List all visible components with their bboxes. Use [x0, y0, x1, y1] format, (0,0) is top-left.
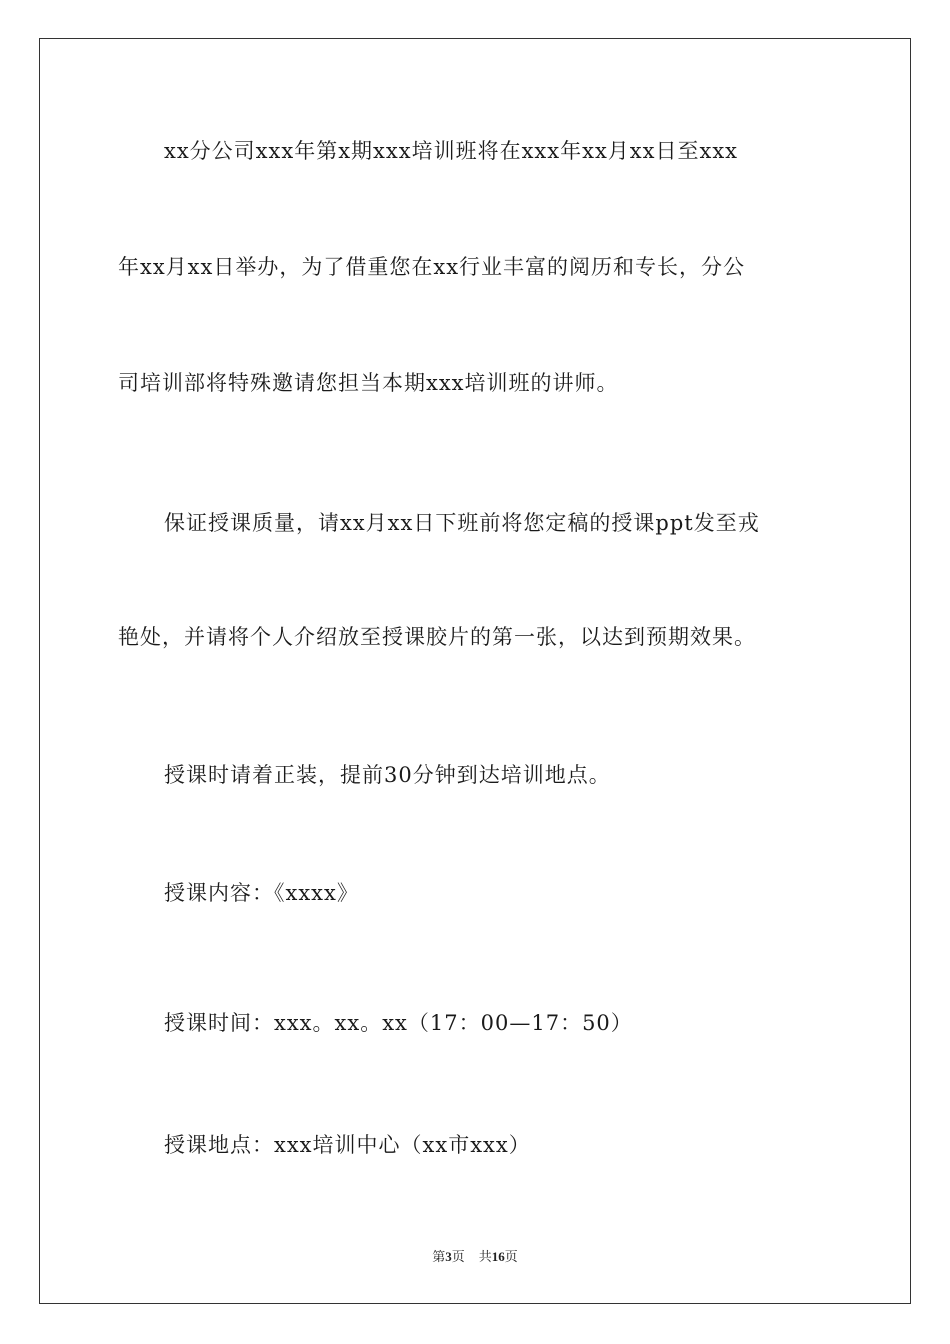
footer-total-pages: 16	[491, 1249, 505, 1264]
footer-total-suffix: 页	[504, 1249, 518, 1264]
body-line-1: xx分公司xxx年第x期xxx培训班将在xxx年xx月xx日至xxx	[164, 139, 739, 163]
page-footer	[0, 1248, 950, 1266]
body-line-6: 授课时请着正装，提前30分钟到达培训地点。	[164, 763, 611, 787]
body-line-8: 授课时间：xxx。xx。xx（17：00—17：50）	[164, 1011, 633, 1035]
footer-page-suffix: 页	[451, 1249, 465, 1264]
body-line-2: 年xx月xx日举办，为了借重您在xx行业丰富的阅历和专长，分公	[118, 255, 746, 279]
body-line-5: 艳处，并请将个人介绍放至授课胶片的第一张，以达到预期效果。	[118, 625, 756, 649]
footer-page-prefix: 第	[432, 1249, 446, 1264]
body-line-9: 授课地点：xxx培训中心（xx市xxx）	[164, 1133, 531, 1157]
body-line-7: 授课内容：《xxxx》	[164, 881, 359, 905]
page-border	[39, 38, 911, 1304]
body-line-4: 保证授课质量，请xx月xx日下班前将您定稿的授课ppt发至戎	[164, 511, 760, 535]
footer-total-prefix: 共	[478, 1249, 492, 1264]
body-line-3: 司培训部将特殊邀请您担当本期xxx培训班的讲师。	[118, 371, 619, 395]
footer-page-number: 3	[445, 1249, 452, 1264]
